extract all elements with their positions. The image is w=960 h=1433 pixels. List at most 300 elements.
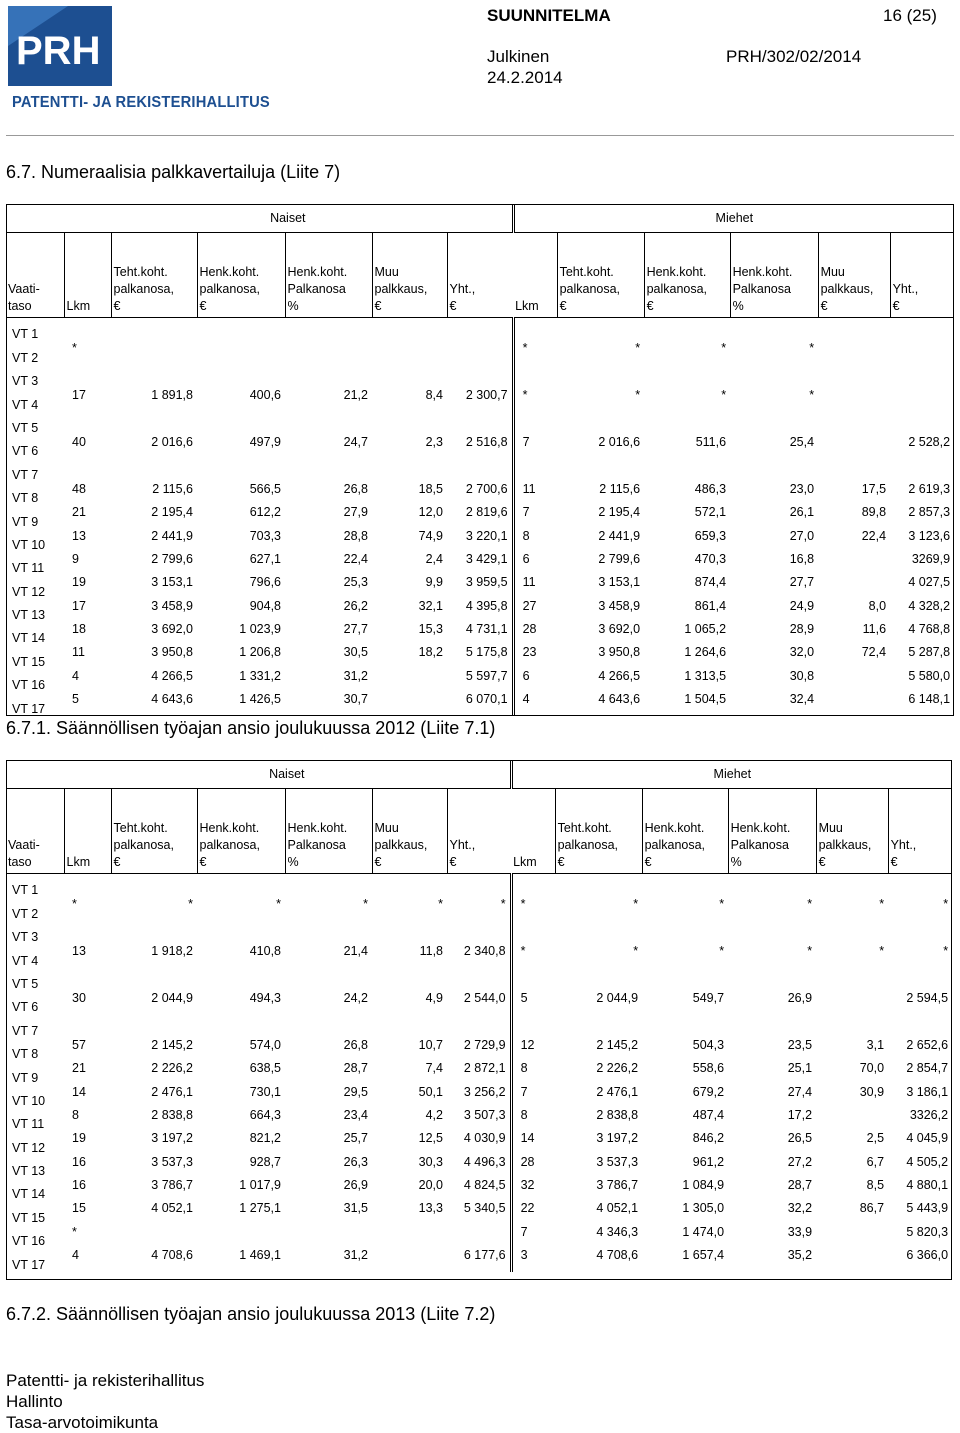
women-cell: 48	[72, 481, 86, 496]
men-cell	[730, 412, 818, 435]
men-cell	[728, 1014, 816, 1037]
women-cell: 821,2	[249, 1131, 281, 1146]
women-cell	[285, 341, 372, 364]
men-cell: 4 643,6	[598, 692, 641, 707]
women-cell	[285, 921, 372, 944]
men-cell: 11,6	[862, 622, 887, 637]
women-cell: 2,4	[425, 551, 443, 566]
men-cell	[818, 318, 890, 342]
header-women-muu: Muu palkkaus, €	[372, 789, 447, 874]
men-cell: 23,0	[789, 481, 815, 496]
women-cell	[372, 318, 447, 342]
vaatitaso-cell: VT 9	[12, 514, 39, 529]
table-row	[6, 991, 952, 1014]
men-cell	[888, 1014, 952, 1037]
men-cell: 2 476,1	[596, 1084, 639, 1099]
men-cell: 2 528,2	[908, 434, 951, 449]
logo-subtitle: PATENTTI- JA REKISTERIHALLITUS	[12, 94, 270, 111]
vaatitaso-cell: VT 8	[12, 1047, 39, 1062]
men-cell: 4 768,8	[908, 622, 951, 637]
women-cell: 25,7	[343, 1131, 368, 1146]
women-cell	[447, 365, 513, 388]
men-cell: 2 044,9	[596, 990, 639, 1005]
women-cell: 6 070,1	[465, 692, 508, 707]
women-cell: *	[276, 897, 281, 912]
women-cell: 2 516,8	[465, 434, 508, 449]
table-row	[6, 1178, 952, 1201]
men-cell: 11	[513, 575, 557, 598]
women-cell: 40	[72, 434, 86, 449]
header-women-teht: Teht.koht. palkanosa, €	[111, 233, 197, 318]
table1-body	[6, 204, 954, 716]
men-cell	[890, 341, 954, 364]
women-cell	[197, 921, 285, 944]
men-cell: 2 857,3	[908, 505, 951, 520]
men-cell: 3 123,6	[908, 528, 951, 543]
table-row	[6, 575, 954, 598]
women-cell: 1 469,1	[239, 1248, 281, 1263]
women-cell	[447, 968, 511, 991]
men-cell: 30,9	[859, 1084, 885, 1099]
logo-text: PRH	[16, 29, 101, 73]
women-cell: 19	[72, 575, 86, 590]
men-cell: 23,5	[787, 1037, 813, 1052]
women-cell: 5 597,7	[465, 668, 508, 683]
men-cell: 35,2	[787, 1248, 813, 1263]
women-cell: 26,8	[343, 1037, 368, 1052]
men-cell: 7	[513, 505, 557, 528]
vaatitaso-cell: VT 3	[12, 374, 39, 389]
men-cell: 558,6	[692, 1061, 725, 1076]
men-cell	[816, 968, 888, 991]
women-cell	[197, 341, 285, 364]
women-cell: 627,1	[249, 551, 281, 566]
women-cell: 30	[72, 990, 86, 1005]
men-cell: 14	[511, 1131, 555, 1154]
vaatitaso-cell: VT 2	[12, 906, 39, 921]
women-cell	[372, 1225, 447, 1248]
men-cell	[642, 1014, 728, 1037]
men-cell	[818, 458, 890, 481]
women-cell	[447, 458, 513, 481]
men-cell	[816, 1014, 888, 1037]
vaatitaso-cell: VT 4	[12, 953, 39, 968]
women-cell	[64, 874, 111, 898]
women-cell: 15,3	[418, 622, 443, 637]
men-cell: 11	[513, 482, 557, 505]
women-cell: 2 441,9	[151, 528, 193, 543]
men-cell	[730, 458, 818, 481]
women-cell: 20,0	[418, 1178, 443, 1193]
men-cell: *	[511, 897, 555, 920]
men-cell	[890, 365, 954, 388]
women-cell: 18,5	[418, 481, 443, 496]
women-cell: 18,2	[418, 645, 443, 660]
vaatitaso-cell: VT 6	[12, 1000, 39, 1015]
women-cell: 4 708,6	[151, 1248, 193, 1263]
men-cell	[890, 318, 954, 342]
women-cell: 3 786,7	[151, 1178, 193, 1193]
women-cell	[447, 1225, 511, 1248]
header-men-muu: Muu palkkaus, €	[818, 233, 890, 318]
header-men-henk: Henk.koht. palkanosa, €	[644, 233, 730, 318]
men-cell: 3	[511, 1248, 555, 1271]
header-women-lkm: Lkm	[64, 789, 111, 874]
vaatitaso-cell: VT 17	[12, 1257, 46, 1272]
men-cell	[816, 1108, 888, 1131]
men-cell: 4 266,5	[598, 668, 641, 683]
men-cell	[513, 365, 557, 388]
men-cell: 72,4	[861, 645, 887, 660]
vaatitaso-cell: VT 10	[12, 1093, 46, 1108]
women-cell: 730,1	[249, 1084, 281, 1099]
women-cell: 638,5	[249, 1061, 281, 1076]
table-row	[6, 505, 954, 528]
men-cell	[644, 365, 730, 388]
men-cell	[555, 1014, 642, 1037]
women-cell: 796,6	[249, 575, 281, 590]
vaatitaso-cell: VT 12	[12, 1140, 46, 1155]
men-cell: 8,0	[868, 598, 887, 613]
table-row	[6, 874, 952, 898]
men-cell: 5 287,8	[908, 645, 951, 660]
women-cell: 31,2	[343, 668, 368, 683]
header-divider	[6, 135, 954, 136]
women-cell: 904,8	[249, 598, 281, 613]
women-cell	[447, 921, 511, 944]
women-cell: 2 195,4	[151, 505, 193, 520]
women-cell: 18	[72, 622, 86, 637]
women-cell: 4	[72, 1248, 79, 1263]
women-cell: 612,2	[249, 505, 281, 520]
women-cell: 1 426,5	[239, 692, 281, 707]
men-cell: *	[633, 897, 639, 912]
men-cell	[888, 874, 952, 898]
men-cell	[890, 458, 954, 481]
men-cell: 23	[513, 645, 557, 668]
header-women-henk-pct: Henk.koht. Palkanosa %	[285, 789, 372, 874]
men-cell: *	[633, 944, 639, 959]
women-cell: 3 692,0	[151, 622, 193, 637]
men-cell: *	[721, 388, 727, 403]
men-cell: 12	[511, 1038, 555, 1061]
classification: Julkinen	[487, 47, 550, 66]
men-cell: 32	[511, 1178, 555, 1201]
men-cell: 27,0	[789, 528, 815, 543]
men-cell: 8	[511, 1108, 555, 1131]
vaatitaso-cell: VT 17	[12, 701, 46, 716]
men-cell	[816, 874, 888, 898]
table-row	[6, 552, 954, 575]
header-vaatitaso: Vaati- taso	[6, 789, 64, 874]
men-cell: 22,4	[861, 528, 887, 543]
men-cell: 961,2	[692, 1154, 725, 1169]
women-cell: 21,4	[343, 944, 368, 959]
women-cell: 7,4	[425, 1061, 443, 1076]
vaatitaso-cell: VT 13	[12, 608, 46, 623]
header-men-lkm: Lkm	[513, 233, 557, 318]
salary-table-2013	[6, 760, 952, 1272]
men-cell: 6	[513, 669, 557, 692]
vaatitaso-cell: VT 15	[12, 654, 46, 669]
women-cell: 4 496,3	[463, 1154, 506, 1169]
women-cell: 4,9	[425, 990, 443, 1005]
women-cell: 2 799,6	[151, 551, 193, 566]
women-cell: 4	[72, 668, 79, 683]
table-row	[6, 412, 954, 435]
vaatitaso-cell: VT 3	[12, 930, 39, 945]
group-spacer	[6, 760, 64, 789]
women-cell: 27,9	[343, 505, 368, 520]
men-cell: 32,0	[789, 645, 815, 660]
table-row	[6, 897, 952, 920]
women-cell: 3 429,1	[465, 551, 508, 566]
page-number: 16 (25)	[883, 6, 937, 25]
women-cell: 574,0	[249, 1037, 281, 1052]
header-vaatitaso: Vaati- taso	[6, 233, 64, 318]
men-cell: *	[809, 388, 815, 403]
men-cell	[888, 968, 952, 991]
men-cell	[888, 921, 952, 944]
men-cell: 1 504,5	[684, 692, 727, 707]
women-cell: 12,0	[418, 505, 443, 520]
vaatitaso-cell: VT 7	[12, 1023, 39, 1038]
women-cell: *	[438, 897, 443, 912]
men-cell: 874,4	[694, 575, 727, 590]
men-cell: *	[807, 897, 813, 912]
men-cell: 679,2	[692, 1084, 725, 1099]
women-cell: 30,5	[343, 645, 368, 660]
section-title: 6.7. Numeraalisia palkkavertailuja (Liite 7)	[6, 162, 341, 182]
men-cell: 2 854,7	[906, 1061, 949, 1076]
women-cell: 1 275,1	[239, 1201, 281, 1216]
men-cell: 17,5	[861, 481, 887, 496]
women-cell: 400,6	[249, 388, 281, 403]
men-cell: 4 880,1	[906, 1178, 949, 1193]
women-cell	[64, 1014, 111, 1037]
women-cell: *	[500, 897, 506, 912]
women-cell: 28,7	[343, 1061, 368, 1076]
women-cell: 2 016,6	[151, 434, 193, 449]
women-cell: 1 206,8	[239, 645, 281, 660]
men-cell: *	[879, 944, 885, 959]
women-cell: 3 220,1	[465, 528, 508, 543]
women-cell: 2 340,8	[463, 944, 506, 959]
men-cell: 1 474,0	[682, 1224, 725, 1239]
men-cell	[818, 669, 890, 692]
men-cell: 22	[511, 1201, 555, 1224]
men-cell	[557, 458, 644, 481]
vaatitaso-cell: VT 5	[12, 976, 39, 991]
men-cell: 2 195,4	[598, 505, 641, 520]
women-cell	[111, 874, 197, 898]
women-cell: 23,4	[343, 1107, 368, 1122]
salary-table-2012	[6, 204, 954, 716]
men-cell: 3 950,8	[598, 645, 641, 660]
women-cell: 16	[72, 1154, 86, 1169]
men-cell: *	[943, 944, 949, 959]
men-cell: 6	[513, 552, 557, 575]
women-cell	[111, 1225, 197, 1248]
women-cell	[372, 458, 447, 481]
men-cell: *	[719, 944, 725, 959]
women-cell: 703,3	[249, 528, 281, 543]
vaatitaso-cell: VT 2	[12, 350, 39, 365]
men-cell: 1 657,4	[682, 1248, 725, 1263]
women-cell: 494,3	[249, 990, 281, 1005]
vaatitaso-cell: VT 8	[12, 491, 39, 506]
women-cell: 31,2	[343, 1248, 368, 1263]
women-cell: 21	[72, 505, 86, 520]
table-row	[6, 1108, 952, 1131]
men-cell: 26,9	[787, 990, 813, 1005]
men-cell: 86,7	[859, 1201, 885, 1216]
men-cell	[730, 365, 818, 388]
women-cell: 13	[72, 944, 86, 959]
header-men-lkm: Lkm	[511, 789, 555, 874]
men-cell: 5	[511, 991, 555, 1014]
men-cell: 3269,9	[911, 551, 951, 566]
table-row	[6, 1085, 952, 1108]
men-cell: 2 115,6	[599, 481, 641, 496]
women-cell: 26,8	[343, 481, 368, 496]
men-cell: 4 045,9	[906, 1131, 949, 1146]
women-cell: 30,3	[418, 1154, 443, 1169]
footer-unit: Hallinto	[6, 1392, 63, 1411]
header-men-henk-pct: Henk.koht. Palkanosa %	[730, 233, 818, 318]
women-cell	[447, 412, 513, 435]
header-men-teht: Teht.koht. palkanosa, €	[557, 233, 644, 318]
men-cell: 5 580,0	[908, 668, 951, 683]
women-cell: 5 175,8	[465, 645, 508, 660]
men-cell: 1 065,2	[684, 622, 727, 637]
men-cell	[818, 412, 890, 435]
women-cell: 17	[72, 598, 86, 613]
women-cell: 2 145,2	[151, 1037, 193, 1052]
table-row	[6, 1061, 952, 1084]
men-cell: 2 145,2	[596, 1037, 639, 1052]
men-cell	[818, 692, 890, 715]
women-cell	[285, 968, 372, 991]
women-cell: 26,2	[343, 598, 368, 613]
men-cell: 3 153,1	[598, 575, 641, 590]
women-cell: 19	[72, 1131, 86, 1146]
men-cell: 32,4	[789, 692, 815, 707]
men-cell	[818, 388, 890, 411]
header-men-muu: Muu palkkaus, €	[816, 789, 888, 874]
women-cell	[372, 341, 447, 364]
men-cell: *	[635, 341, 641, 356]
men-cell: 2 799,6	[598, 551, 641, 566]
prh-logo	[8, 6, 270, 116]
women-cell	[197, 412, 285, 435]
men-cell: 4 052,1	[596, 1201, 639, 1216]
women-cell	[285, 365, 372, 388]
men-cell: 70,0	[859, 1061, 885, 1076]
men-cell: 27,4	[787, 1084, 813, 1099]
women-cell	[447, 874, 511, 898]
men-cell: 7	[513, 435, 557, 458]
men-cell	[890, 412, 954, 435]
women-cell: 2 819,6	[465, 505, 508, 520]
group-spacer	[6, 204, 64, 233]
men-cell	[818, 365, 890, 388]
women-cell: 2 476,1	[151, 1084, 193, 1099]
men-cell	[816, 1248, 888, 1271]
group-men: Miehet	[513, 204, 954, 233]
women-cell: 4 643,6	[151, 692, 193, 707]
women-cell: 8,4	[425, 388, 443, 403]
men-cell: 3326,2	[909, 1107, 949, 1122]
men-cell	[642, 874, 728, 898]
women-cell	[372, 968, 447, 991]
men-cell: *	[635, 388, 641, 403]
women-cell: 13	[72, 528, 86, 543]
men-cell: 27,2	[787, 1154, 813, 1169]
men-cell: 30,8	[789, 668, 815, 683]
women-cell: 21	[72, 1061, 86, 1076]
men-cell: *	[511, 944, 555, 967]
header-men-teht: Teht.koht. palkanosa, €	[555, 789, 642, 874]
men-cell: 4 505,2	[906, 1154, 949, 1169]
women-cell: 2 544,0	[463, 990, 506, 1005]
header-women-henk: Henk.koht. palkanosa, €	[197, 233, 285, 318]
women-cell: 15	[72, 1201, 86, 1216]
men-cell: 2 441,9	[598, 528, 641, 543]
women-cell: 1 918,2	[151, 944, 193, 959]
women-cell: 2,3	[425, 434, 443, 449]
men-cell: 2 016,6	[598, 434, 641, 449]
table-row	[6, 435, 954, 458]
women-cell: *	[72, 897, 77, 912]
men-cell: 89,8	[861, 505, 887, 520]
men-cell: 3 537,3	[596, 1154, 639, 1169]
women-cell: 17	[72, 388, 86, 403]
men-cell: 4 328,2	[908, 598, 951, 613]
women-cell: 16	[72, 1178, 86, 1193]
men-cell: 2 652,6	[906, 1037, 949, 1052]
men-cell: 846,2	[692, 1131, 725, 1146]
men-cell: 2,5	[866, 1131, 885, 1146]
women-cell	[372, 921, 447, 944]
men-cell	[511, 921, 555, 944]
table-row	[6, 341, 954, 364]
women-cell: 57	[72, 1037, 86, 1052]
women-cell: 21,2	[343, 388, 368, 403]
women-cell	[447, 1014, 511, 1037]
men-cell: 1 264,6	[684, 645, 727, 660]
table-row	[6, 318, 954, 342]
women-cell: 30,7	[343, 692, 368, 707]
women-cell: 26,9	[343, 1178, 368, 1193]
doc-type: SUUNNITELMA	[487, 6, 611, 25]
men-cell	[818, 435, 890, 458]
women-cell: 566,5	[249, 481, 281, 496]
women-cell: 3 153,1	[151, 575, 193, 590]
men-cell	[728, 968, 816, 991]
men-cell	[511, 874, 555, 898]
women-cell: 27,7	[343, 622, 368, 637]
caption-2012: 6.7.1. Säännöllisen työajan ansio joulukuussa 2012 (Liite 7.1)	[6, 718, 496, 738]
women-cell	[285, 1014, 372, 1037]
women-cell	[285, 874, 372, 898]
men-cell: 3 197,2	[596, 1131, 639, 1146]
vaatitaso-cell: VT 14	[12, 631, 46, 646]
table-row	[6, 1201, 952, 1224]
men-cell: 27,7	[789, 575, 815, 590]
women-cell: 664,3	[249, 1107, 281, 1122]
men-cell: 33,9	[787, 1224, 813, 1239]
